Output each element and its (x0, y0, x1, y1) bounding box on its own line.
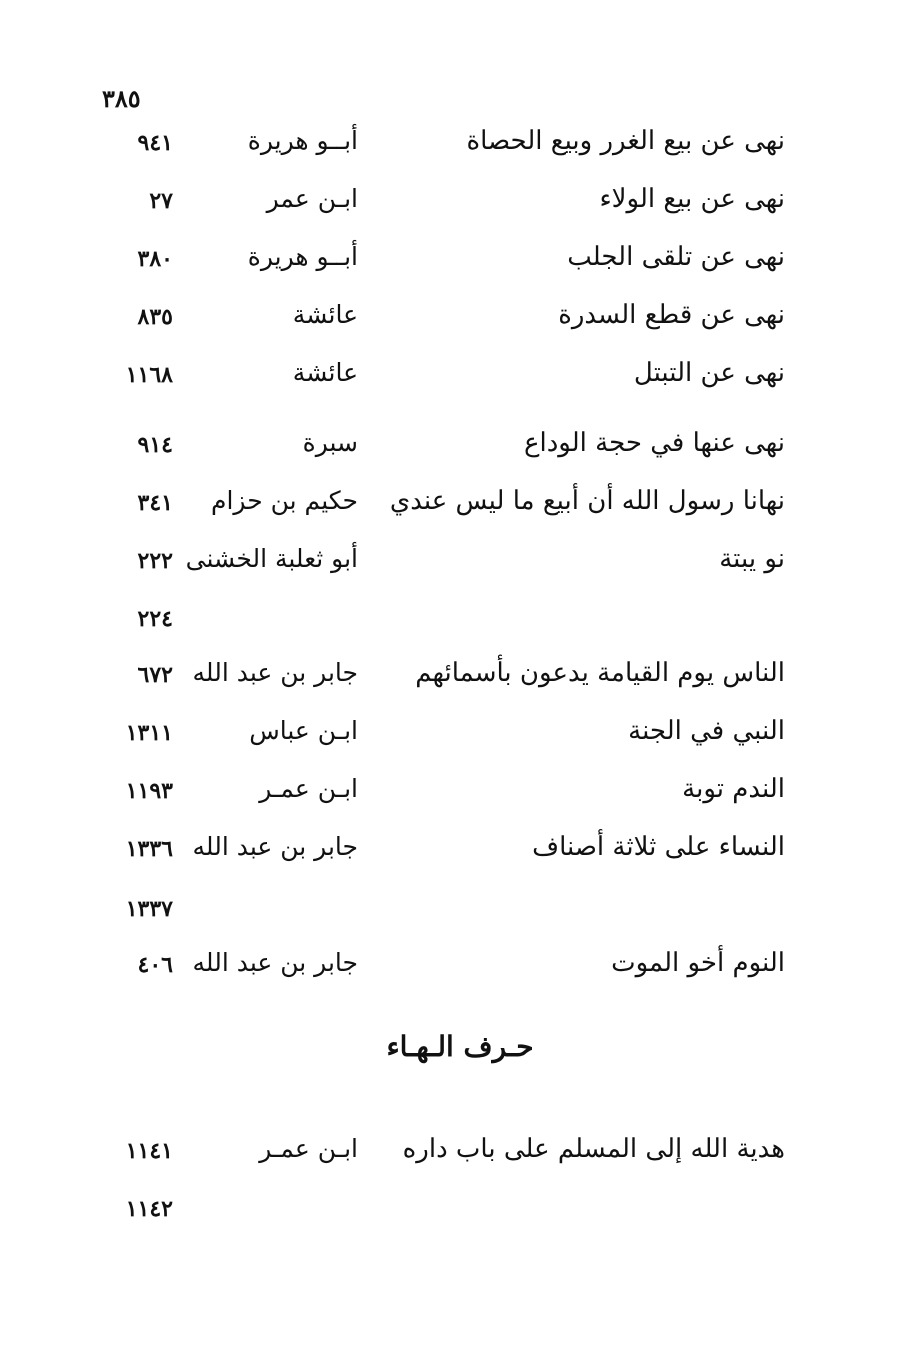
index-row (0, 716, 921, 756)
hadith-number: ٤٠٦ (137, 952, 173, 978)
hadith-number: ٣٨٠ (137, 246, 173, 272)
hadith-text: الناس يوم القيامة يدعون بأسمائهم (415, 658, 785, 688)
hadith-number: ٢٢٢ (137, 548, 173, 574)
index-row (0, 126, 921, 166)
index-row (0, 1192, 921, 1232)
hadith-number: ١١٦٨ (125, 362, 173, 388)
narrator-name: عائشة (292, 358, 358, 387)
narrator-name: أبــو هريرة (247, 126, 358, 155)
index-row (0, 428, 921, 468)
hadith-text: نهى عن التبتل (633, 358, 785, 388)
hadith-text: نهى عن تلقى الجلب (567, 242, 785, 272)
index-row (0, 544, 921, 584)
index-row (0, 486, 921, 526)
narrator-name: ابـن عمـر (259, 1134, 358, 1163)
index-row (0, 774, 921, 814)
hadith-number: ٦٧٢ (137, 662, 173, 688)
narrator-name: ابـن عباس (249, 716, 358, 745)
index-row (0, 658, 921, 698)
hadith-number: ١٣٣٧ (125, 896, 173, 922)
hadith-number: ٨٣٥ (137, 304, 173, 330)
index-row (0, 892, 921, 932)
hadith-number: ١٣٣٦ (125, 836, 173, 862)
hadith-text: نو يبتة (719, 544, 785, 574)
hadith-number: ١٣١١ (125, 720, 173, 746)
hadith-number: ١١٩٣ (125, 778, 173, 804)
index-row (0, 300, 921, 340)
narrator-name: جابر بن عبد الله (192, 832, 358, 861)
section-heading: حـرف الـهـاء (386, 1030, 534, 1063)
hadith-number: ٢٧ (149, 188, 173, 214)
hadith-text: الندم توبة (682, 774, 785, 804)
narrator-name: حكيم بن حزام (211, 486, 358, 515)
index-row (0, 184, 921, 224)
hadith-number: ٩٤١ (137, 130, 173, 156)
page-number: ٣٨٥ (102, 84, 141, 113)
narrator-name: أبو ثعلبة الخشنى (185, 544, 358, 573)
hadith-text: النوم أخو الموت (611, 948, 785, 978)
hadith-text: نهى عن بيع الغرر وبيع الحصاة (466, 126, 785, 156)
index-row (0, 1134, 921, 1174)
narrator-name: ابـن عمـر (259, 774, 358, 803)
index-row (0, 602, 921, 642)
index-row (0, 948, 921, 988)
index-row (0, 832, 921, 872)
hadith-text: هدية الله إلى المسلم على باب داره (402, 1134, 785, 1164)
hadith-text: نهى عن قطع السدرة (558, 300, 785, 330)
index-row (0, 358, 921, 398)
hadith-text: النساء على ثلاثة أصناف (532, 832, 785, 862)
index-row (0, 242, 921, 282)
hadith-number: ١١٤١ (125, 1138, 173, 1164)
hadith-number: ٢٢٤ (137, 606, 173, 632)
narrator-name: جابر بن عبد الله (192, 948, 358, 977)
narrator-name: عائشة (292, 300, 358, 329)
hadith-text: نهانا رسول الله أن أبيع ما ليس عندي (389, 486, 785, 516)
hadith-number: ١١٤٢ (125, 1196, 173, 1222)
hadith-text: النبي في الجنة (628, 716, 785, 746)
narrator-name: أبــو هريرة (247, 242, 358, 271)
hadith-number: ٣٤١ (137, 490, 173, 516)
hadith-text: نهى عن بيع الولاء (599, 184, 785, 214)
narrator-name: ابـن عمر (266, 184, 358, 213)
hadith-text: نهى عنها في حجة الوداع (523, 428, 785, 458)
narrator-name: جابر بن عبد الله (192, 658, 358, 687)
narrator-name: سبرة (302, 428, 358, 457)
hadith-number: ٩١٤ (137, 432, 173, 458)
